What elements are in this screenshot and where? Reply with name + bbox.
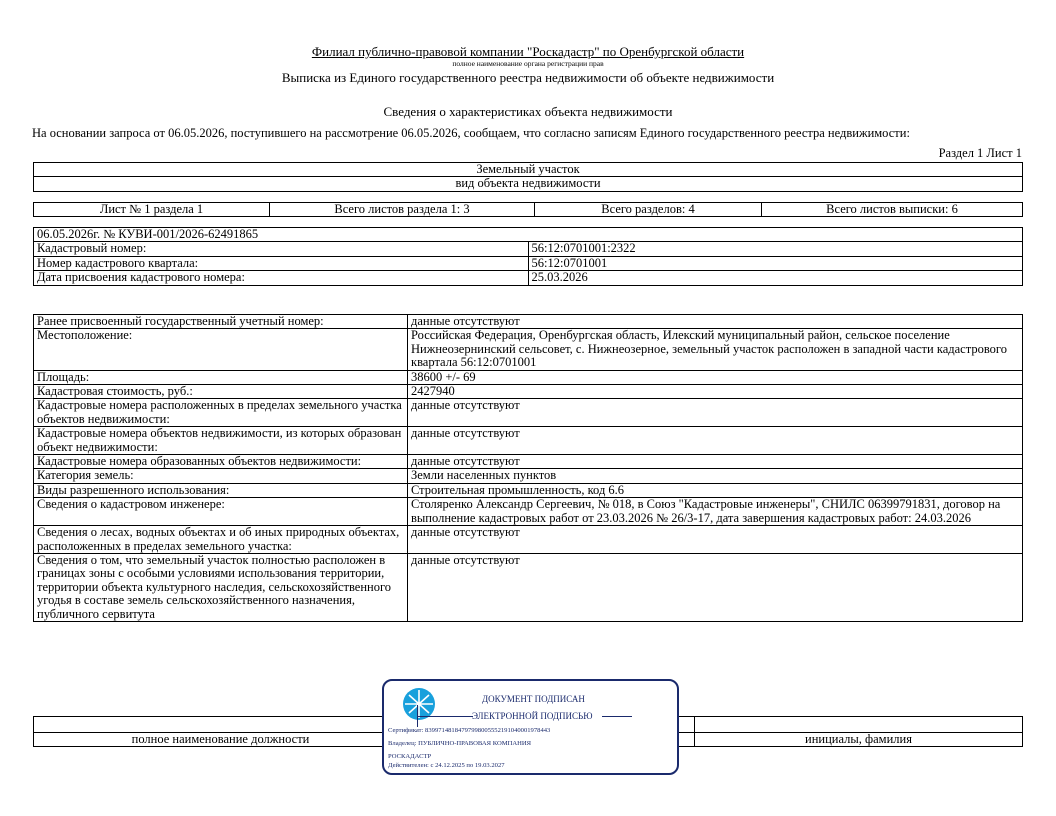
roskadastr-logo-icon [402,687,436,725]
detail-value: Российская Федерация, Оренбургская область, Илекский муниципальный район, сельское поселение Нижнеозернинский сельсовет, с. Нижнеозерное, земельный участок расположен в западной части кадастрового квартала 56:12:0701001 [408,329,1023,370]
extract-sheets-total: Всего листов выписки: 6 [762,203,1023,217]
position-label: полное наименование должности [34,733,408,747]
section-sheets-total: Всего листов раздела 1: 3 [270,203,535,217]
stamp-title-line2: ЭЛЕКТРОННОЙ ПОДПИСЬЮ [472,711,593,721]
sheet-info-table [33,202,1023,217]
detail-label: Сведения о том, что земельный участок полностью расположен в границах зоны с особыми условиями использования территории, территории объекта культурного наследия, сельскохозяйственного угодья в составе земель сельскохозяйственного назначения, публичного сервитута [34,553,408,621]
stamp-owner-name: РОСКАДАСТР [388,753,432,760]
name-blank [695,717,1023,733]
detail-label: Кадастровые номера расположенных в пределах земельного участка объектов недвижимости: [34,399,408,427]
detail-label: Сведения о лесах, водных объектах и об иных природных объектах, расположенных в пределах земельного участка: [34,526,408,554]
object-type-note: вид объекта недвижимости [34,177,1023,191]
detail-value: данные отсутствуют [408,455,1023,469]
electronic-signature-stamp [382,679,679,775]
detail-label: Кадастровые номера объектов недвижимости, из которых образован объект недвижимости: [34,427,408,455]
stamp-rule-left [417,716,473,717]
detail-value: данные отсутствуют [408,315,1023,329]
detail-value: данные отсутствуют [408,427,1023,455]
detail-label: Кадастровая стоимость, руб.: [34,385,408,399]
stamp-rule-right [602,716,632,717]
registry-org-note: полное наименование органа регистрации прав [452,59,604,68]
position-blank [34,717,408,733]
detail-value: Столяренко Александр Сергеевич, № 018, в Союз "Кадастровые инженеры", СНИЛС 06399791831, договор на выполнение кадастровых работ от 23.03.2026 № 26/3-17, дата завершения кадастровых работ: 24.03.2026 [408,498,1023,526]
detail-value: данные отсутствуют [408,399,1023,427]
stamp-owner: Владелец: ПУБЛИЧНО-ПРАВОВАЯ КОМПАНИЯ [388,740,532,747]
detail-label: Местоположение: [34,329,408,370]
detail-label: Ранее присвоенный государственный учетный номер: [34,315,408,329]
stamp-certificate: Сертификат: 839971481847979980055521910400019784​43 [388,727,551,734]
detail-label: Площадь: [34,370,408,384]
detail-label: Кадастровые номера образованных объектов недвижимости: [34,455,408,469]
request-basis: На основании запроса от 06.05.2026, поступившего на рассмотрение 06.05.2026, сообщаем, что согласно записям Единого государственного реестра недвижимости: [32,126,910,140]
detail-value: 38600 +/- 69 [408,370,1023,384]
detail-label: Виды разрешенного использования: [34,483,408,497]
identification-table [33,227,1023,286]
ident-label: Дата присвоения кадастрового номера: [34,271,529,285]
name-label: инициалы, фамилия [695,733,1023,747]
object-type: Земельный участок [34,163,1023,177]
sections-total: Всего разделов: 4 [535,203,762,217]
cadastral-number: 56:12:0701001:2322 [528,242,1023,256]
document-title: Выписка из Единого государственного реестра недвижимости об объекте недвижимости [281,70,775,85]
detail-value: Строительная промышленность, код 6.6 [408,483,1023,497]
detail-label: Сведения о кадастровом инженере: [34,498,408,526]
extract-number: 06.05.2026г. № КУВИ-001/2026-62491865 [34,228,1023,242]
detail-value: данные отсутствуют [408,553,1023,621]
cadastral-quarter: 56:12:0701001 [528,256,1023,270]
ident-label: Кадастровый номер: [34,242,529,256]
sheet-number: Лист № 1 раздела 1 [34,203,270,217]
ident-label: Номер кадастрового квартала: [34,256,529,270]
detail-label: Категория земель: [34,469,408,483]
stamp-validity: Действителен: с 24.12.2025 по 19.03.2027 [388,762,505,769]
characteristics-table [33,314,1023,622]
assignment-date: 25.03.2026 [528,271,1023,285]
detail-value: Земли населенных пунктов [408,469,1023,483]
object-type-table [33,162,1023,192]
sheet-reference: Раздел 1 Лист 1 [938,146,1022,160]
detail-value: 2427940 [408,385,1023,399]
section-title: Сведения о характеристиках объекта недвижимости [383,104,673,119]
detail-value: данные отсутствуют [408,526,1023,554]
registry-org-name: Филиал публично-правовой компании "Роскадастр" по Оренбургской области [311,44,745,59]
stamp-title-line1: ДОКУМЕНТ ПОДПИСАН [482,694,585,704]
